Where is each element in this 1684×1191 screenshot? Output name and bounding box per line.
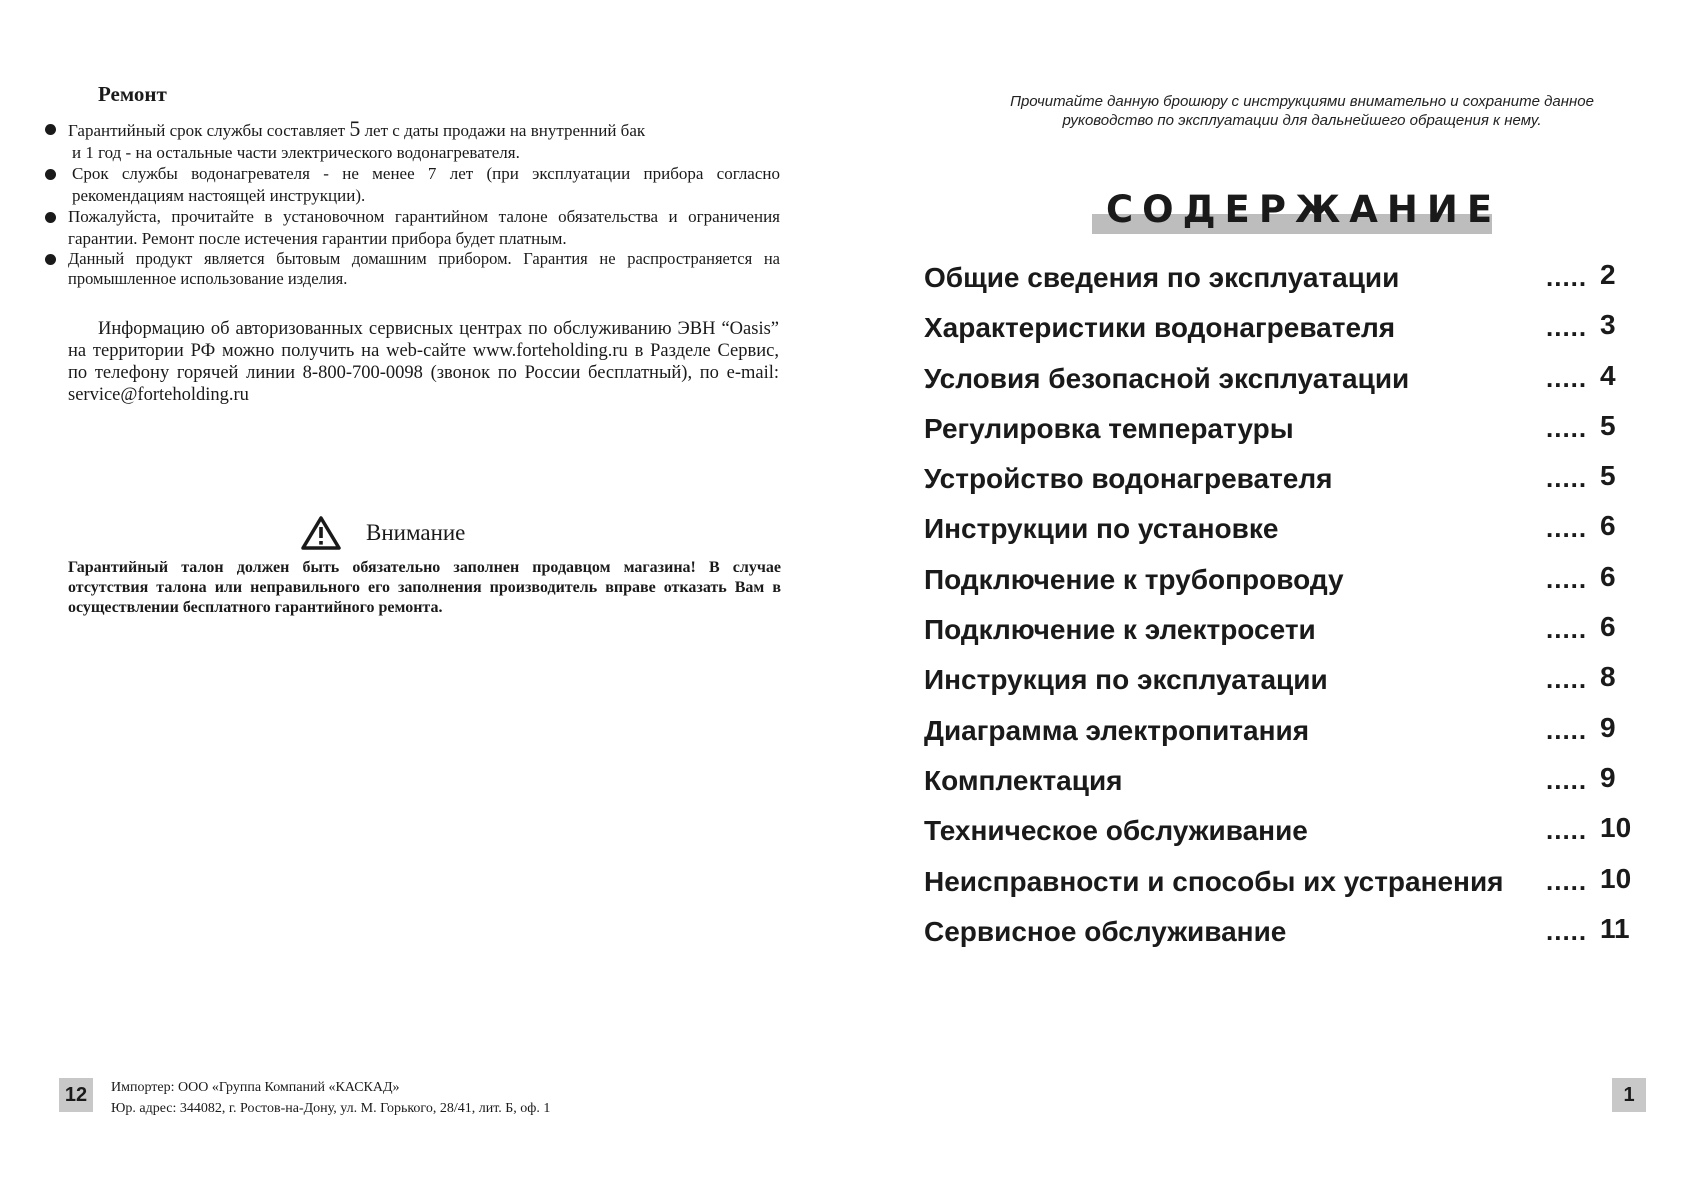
toc-entry[interactable] <box>924 812 1644 865</box>
toc-entry[interactable] <box>924 761 1644 815</box>
toc-entry-leader: ..... <box>1546 513 1588 544</box>
toc-entry-label: Техническое обслуживание <box>924 815 1308 847</box>
toc-entry-page: 6 <box>1600 510 1616 542</box>
toc-entry-page: 6 <box>1600 611 1616 643</box>
toc-entry[interactable] <box>924 711 1644 765</box>
toc-entry-label: Инструкции по установке <box>924 513 1279 545</box>
toc-entry[interactable] <box>924 661 1644 714</box>
bullet-dot-icon <box>45 212 56 223</box>
toc-entry-leader: ..... <box>1546 865 1588 896</box>
list-item <box>40 206 780 249</box>
toc-entry-leader: ..... <box>1546 815 1588 846</box>
toc-entry-leader: ..... <box>1546 764 1588 795</box>
toc-entry-leader: ..... <box>1546 262 1588 292</box>
toc-entry-page: 6 <box>1600 560 1616 592</box>
bullet-text: Срок службы водонагревателя - не менее 7 лет (при эксплуатации прибора согласно рекомендациям настоящей инструкции). <box>72 164 780 205</box>
toc-entry-leader: ..... <box>1546 412 1588 443</box>
page-number: 1 <box>1612 1078 1646 1112</box>
warranty-years: 5 <box>349 116 361 141</box>
toc-entry-leader: ..... <box>1546 563 1588 594</box>
toc-entry[interactable] <box>924 359 1644 413</box>
warranty-bullet-list <box>40 118 780 289</box>
warning-text: Гарантийный талон должен быть обязательно заполнен продавцом магазина! В случае отсутствия талона или неправильного его заполнения производитель вправе отказать Вам в осуществлении бесплатного гарантийного ремонта. <box>68 559 781 616</box>
toc-entry-leader: ..... <box>1546 362 1588 393</box>
toc-heading <box>1092 188 1502 238</box>
importer-name: Импортер: ООО «Группа Компаний «КАСКАД» <box>111 1080 400 1095</box>
bullet-dot-icon <box>45 254 56 265</box>
toc-entry[interactable] <box>924 409 1644 463</box>
toc-entry-leader: ..... <box>1546 463 1588 494</box>
toc-entry-page: 2 <box>1600 259 1616 290</box>
toc-entry-page: 3 <box>1600 309 1616 341</box>
list-item <box>40 249 780 289</box>
toc-entry-label: Инструкция по эксплуатации <box>924 664 1328 696</box>
toc-entry-label: Подключение к электросети <box>924 614 1316 646</box>
toc-entry[interactable] <box>924 560 1644 614</box>
importer-info <box>111 1077 550 1119</box>
bullet-text: Гарантийный срок службы составляет 5 лет с даты продажи на внутренний бак и 1 год - на остальные части электрического водонагревателя. <box>68 116 646 162</box>
toc-entry-label: Комплектация <box>924 764 1123 796</box>
toc-entry-label: Диаграмма электропитания <box>924 714 1310 746</box>
toc-entry[interactable] <box>924 309 1644 362</box>
warning-title: Внимание <box>366 520 466 545</box>
repair-title: Ремонт <box>98 82 167 106</box>
toc-entry-page: 8 <box>1600 661 1616 693</box>
toc-entry[interactable] <box>924 460 1644 513</box>
toc-entry-leader: ..... <box>1546 714 1588 745</box>
warning-triangle-icon <box>300 515 342 551</box>
warning-heading <box>300 515 465 551</box>
toc-entry[interactable] <box>924 510 1644 563</box>
toc-entry-label: Регулировка температуры <box>924 412 1294 444</box>
toc-entry-label: Подключение к трубопроводу <box>924 563 1344 595</box>
bullet-text: Данный продукт является бытовым домашним прибором. Гарантия не распространяется на промышленное использование изделия. <box>68 249 780 288</box>
toc-entry-page: 10 <box>1600 862 1632 894</box>
toc-entry[interactable] <box>924 912 1644 966</box>
toc-entry-label: Условия безопасной эксплуатации <box>924 362 1410 394</box>
page-number: 12 <box>59 1078 93 1112</box>
toc-entry-page: 5 <box>1600 460 1616 492</box>
toc-entry[interactable] <box>924 862 1644 916</box>
bullet-text: Пожалуйста, прочитайте в установочном гарантийном талоне обязательства и ограничения гарантии. Ремонт после истечения гарантии прибора будет платным. <box>68 207 780 248</box>
toc-entry-page: 9 <box>1600 711 1616 743</box>
bullet-dot-icon <box>45 124 56 135</box>
importer-address: Юр. адрес: 344082, г. Ростов-на-Дону, ул. М. Горького, 28/41, лит. Б, оф. 1 <box>111 1101 551 1116</box>
service-center-info: Информацию об авторизованных сервисных центрах по обслуживанию ЭВН “Oasis” на территории РФ можно получить на web-сайте www.forteholding.ru в Разделе Сервис, по телефону горячей линии 8-800-700-0098 (звонок по России бесплатный), по e-mail: service@forteholding.ru <box>68 319 779 405</box>
toc-entry-page: 9 <box>1600 761 1616 793</box>
list-item <box>40 163 780 206</box>
toc-entry-label: Сервисное обслуживание <box>924 915 1287 947</box>
toc-entry-page: 10 <box>1600 812 1632 844</box>
toc-entry-leader: ..... <box>1546 614 1588 645</box>
toc-entry[interactable] <box>924 611 1644 664</box>
toc-entry-label: Характеристики водонагревателя <box>924 312 1396 344</box>
intro-note: Прочитайте данную брошюру с инструкциями внимательно и сохраните данное руководство по эксплуатации для дальнейшего обращения к нему. <box>1010 93 1594 129</box>
toc-entry-label: Неисправности и способы их устранения <box>924 865 1504 897</box>
toc-entry-page: 11 <box>1600 912 1630 944</box>
toc-entry-page: 5 <box>1600 409 1616 441</box>
table-of-contents <box>924 259 1644 966</box>
list-item <box>40 118 780 163</box>
toc-entry-label: Общие сведения по эксплуатации <box>924 262 1400 293</box>
toc-entry-label: Устройство водонагревателя <box>924 463 1333 495</box>
toc-title: СОДЕРЖАНИЕ <box>1106 188 1502 231</box>
bullet-dot-icon <box>45 169 56 180</box>
toc-entry-leader: ..... <box>1546 915 1588 946</box>
toc-entry-page: 4 <box>1600 359 1616 391</box>
toc-entry-leader: ..... <box>1546 312 1588 343</box>
right-page <box>842 0 1684 1191</box>
toc-entry[interactable] <box>924 259 1644 312</box>
toc-entry-leader: ..... <box>1546 664 1588 695</box>
